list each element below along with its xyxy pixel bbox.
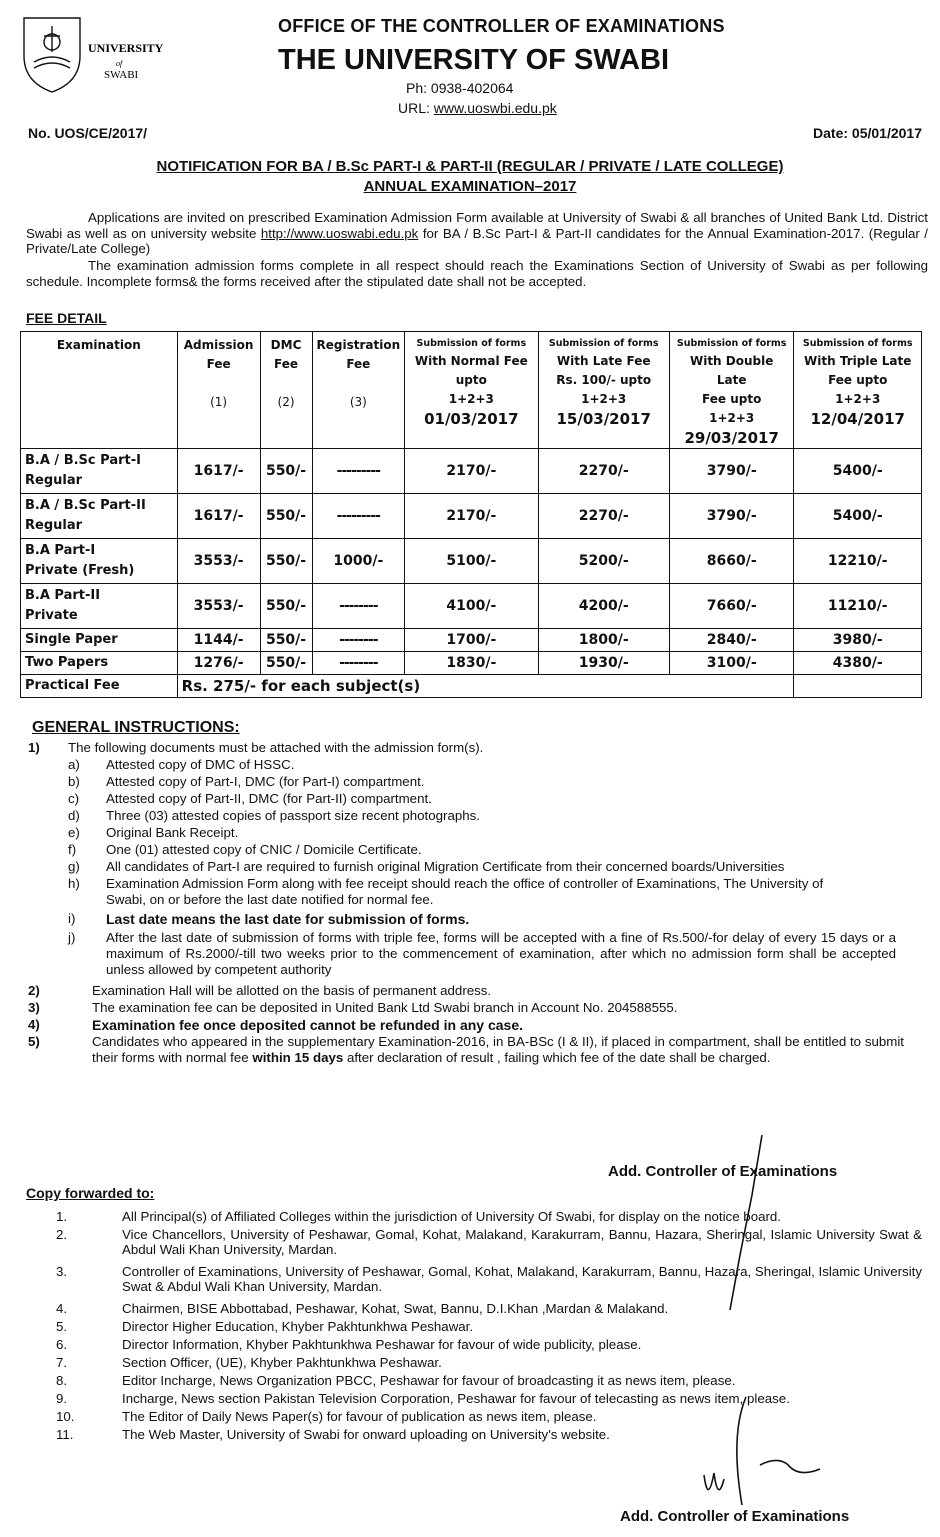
empty-cell bbox=[794, 675, 922, 698]
registration-fee-cell: --------- bbox=[312, 449, 405, 494]
col-header-admission: Admission Fee (1) bbox=[177, 332, 260, 449]
admission-fee-cell: 1617/- bbox=[177, 494, 260, 539]
sub-item: Three (03) attested copies of passport size recent photographs. bbox=[106, 808, 481, 823]
instruction-item bbox=[92, 1034, 904, 1066]
copy-item: Editor Incharge, News Organization PBCC, Peshawar for favour of broadcasting it as news item, please. bbox=[122, 1373, 736, 1388]
table-row bbox=[21, 652, 922, 675]
copy-number: 5. bbox=[56, 1319, 68, 1334]
registration-fee-cell: 1000/- bbox=[312, 539, 405, 584]
triple-late-fee-cell: 5400/- bbox=[794, 494, 922, 539]
col-header-registration: Registration Fee (3) bbox=[312, 332, 405, 449]
sub-item: Original Bank Receipt. bbox=[106, 825, 239, 840]
sub-item-key: f) bbox=[68, 842, 77, 857]
double-late-fee-cell: 3100/- bbox=[669, 652, 794, 675]
university-title: THE UNIVERSITY OF SWABI bbox=[278, 44, 670, 76]
url-link[interactable]: www.uoswbi.edu.pk bbox=[433, 100, 557, 116]
intro-paragraph bbox=[26, 210, 928, 257]
registration-fee-cell: -------- bbox=[312, 652, 405, 675]
double-late-fee-cell: 2840/- bbox=[669, 629, 794, 652]
late-fee-cell: 5200/- bbox=[538, 539, 669, 584]
general-instructions-heading: GENERAL INSTRUCTIONS: bbox=[32, 719, 240, 736]
sub-item-key: j) bbox=[68, 930, 76, 945]
signatory-title-bottom: Add. Controller of Examinations bbox=[620, 1508, 850, 1525]
practical-fee-row bbox=[21, 675, 922, 698]
table-row bbox=[21, 539, 922, 584]
admission-fee-cell: 1276/- bbox=[177, 652, 260, 675]
dmc-fee-cell: 550/- bbox=[260, 494, 312, 539]
instruction-number: 3) bbox=[28, 1000, 40, 1015]
sub-item: One (01) attested copy of CNIC / Domicile Certificate. bbox=[106, 842, 422, 857]
col-header-double-late-fee: Submission of forms With Double Late Fee upto 1+2+3 29/03/2017 bbox=[669, 332, 794, 449]
normal-fee-cell: 5100/- bbox=[405, 539, 538, 584]
double-late-fee-cell: 7660/- bbox=[669, 584, 794, 629]
notification-title: NOTIFICATION FOR BA / B.Sc PART-I & PART-II (REGULAR / PRIVATE / LATE COLLEGE) bbox=[156, 158, 784, 175]
col-header-normal-fee: Submission of forms With Normal Fee upto 1+2+3 01/03/2017 bbox=[405, 332, 538, 449]
normal-fee-cell: 2170/- bbox=[405, 449, 538, 494]
sub-item: Last date means the last date for submission of forms. bbox=[106, 911, 470, 927]
copy-item: The Web Master, University of Swabi for onward uploading on University's website. bbox=[122, 1427, 610, 1442]
admission-fee-cell: 1144/- bbox=[177, 629, 260, 652]
reference-number: No. UOS/CE/2017/ bbox=[28, 125, 148, 141]
normal-fee-cell: 1700/- bbox=[405, 629, 538, 652]
dmc-fee-cell: 550/- bbox=[260, 629, 312, 652]
university-logo bbox=[20, 12, 170, 94]
exam-cell: Two Papers bbox=[21, 652, 178, 675]
exam-cell: B.A Part-II Private bbox=[21, 584, 178, 629]
late-fee-cell: 4200/- bbox=[538, 584, 669, 629]
triple-late-fee-cell: 3980/- bbox=[794, 629, 922, 652]
sub-item-key: d) bbox=[68, 808, 80, 823]
late-fee-cell: 1930/- bbox=[538, 652, 669, 675]
col-header-triple-late-fee: Submission of forms With Triple Late Fee upto 1+2+3 12/04/2017 bbox=[794, 332, 922, 449]
admission-fee-cell: 3553/- bbox=[177, 539, 260, 584]
sub-item-key: h) bbox=[68, 876, 80, 891]
sub-item-key: e) bbox=[68, 825, 80, 840]
copy-number: 8. bbox=[56, 1373, 68, 1388]
url-label: URL: bbox=[398, 100, 434, 116]
copy-number: 7. bbox=[56, 1355, 68, 1370]
normal-fee-cell: 1830/- bbox=[405, 652, 538, 675]
sub-item-key: c) bbox=[68, 791, 80, 806]
office-title: OFFICE OF THE CONTROLLER OF EXAMINATIONS bbox=[278, 16, 725, 36]
double-late-fee-cell: 3790/- bbox=[669, 494, 794, 539]
exam-cell: B.A / B.Sc Part-II Regular bbox=[21, 494, 178, 539]
instruction-number: 5) bbox=[28, 1034, 40, 1049]
instruction-item: Examination Hall will be allotted on the basis of permanent address. bbox=[92, 983, 492, 998]
sub-item: Attested copy of Part-I, DMC (for Part-I) compartment. bbox=[106, 774, 425, 789]
notification-subtitle: ANNUAL EXAMINATION–2017 bbox=[363, 178, 577, 195]
registration-fee-cell: -------- bbox=[312, 584, 405, 629]
exam-cell: B.A / B.Sc Part-I Regular bbox=[21, 449, 178, 494]
copy-number: 11. bbox=[56, 1427, 74, 1442]
intro-text-a: Applications are invited on prescribed Examination Admission Form available at University of Swabi & all branches of United Bank Ltd. District Swabi as well as on university website bbox=[26, 210, 928, 241]
copy-item: The Editor of Daily News Paper(s) for favour of publication as news item, please. bbox=[122, 1409, 597, 1424]
instruction-item: The examination fee can be deposited in United Bank Ltd Swabi branch in Account No. 204588555. bbox=[92, 1000, 678, 1015]
logo-text-2: of bbox=[116, 59, 123, 68]
double-late-fee-cell: 3790/- bbox=[669, 449, 794, 494]
copy-number: 2. bbox=[56, 1227, 68, 1242]
sub-item: Examination Admission Form along with fee receipt should reach the office of controller of Examinations, The University of Swabi, on or before the last date notified for normal fee. bbox=[106, 876, 824, 907]
copy-number: 4. bbox=[56, 1301, 68, 1316]
copy-number: 3. bbox=[56, 1264, 68, 1279]
instructions-list bbox=[0, 740, 940, 1120]
late-fee-cell: 2270/- bbox=[538, 449, 669, 494]
signature-stroke-2 bbox=[690, 1395, 860, 1515]
notice-date: Date: 05/01/2017 bbox=[813, 125, 922, 141]
logo-text-3: SWABI bbox=[104, 69, 139, 81]
copy-item: Vice Chancellors, University of Peshawar, Gomal, Kohat, Malakand, Karakurram, Bannu, Hazara, Sheringal, Islamic University Swat & Abdul Wali Khan University, Mardan. bbox=[122, 1227, 922, 1257]
instruction-number: 2) bbox=[28, 983, 40, 998]
table-row bbox=[21, 449, 922, 494]
triple-late-fee-cell: 11210/- bbox=[794, 584, 922, 629]
copy-item: Director Higher Education, Khyber Pakhtunkhwa Peshawar. bbox=[122, 1319, 474, 1334]
col-header-late-fee: Submission of forms With Late Fee Rs. 100/- upto 1+2+3 15/03/2017 bbox=[538, 332, 669, 449]
triple-late-fee-cell: 12210/- bbox=[794, 539, 922, 584]
normal-fee-cell: 2170/- bbox=[405, 494, 538, 539]
fee-table-header-row bbox=[21, 332, 922, 449]
col-header-dmc: DMC Fee (2) bbox=[260, 332, 312, 449]
practical-fee-cell: Rs. 275/- for each subject(s) bbox=[177, 675, 794, 698]
exam-cell: Single Paper bbox=[21, 629, 178, 652]
copy-item: Incharge, News section Pakistan Television Corporation, Peshawar for favour of telecasting as news item, please. bbox=[122, 1391, 790, 1406]
fee-detail-heading: FEE DETAIL bbox=[26, 310, 107, 326]
sub-item-key: g) bbox=[68, 859, 80, 874]
double-late-fee-cell: 8660/- bbox=[669, 539, 794, 584]
intro-text-b: for BA / B.Sc Part-I & Part-II candidates for the Annual Examination-2017. (Regular / Private/Late College) bbox=[26, 225, 928, 256]
dmc-fee-cell: 550/- bbox=[260, 449, 312, 494]
instruction-text-a: Candidates who appeared in the supplementary Examination-2016, in BA-BSc (I & II), if placed in compartment, shall be entitled to submit their forms with normal fee bbox=[92, 1034, 904, 1065]
late-fee-cell: 2270/- bbox=[538, 494, 669, 539]
sub-item: All candidates of Part-I are required to furnish original Migration Certificate from their concerned boards/Universities bbox=[106, 859, 785, 874]
schedule-paragraph: The examination admission forms complete in all respect should reach the Examinations Section of University of Swabi as per following schedule. Incomplete forms& the forms received after the stipulated date shall not be accepted. bbox=[26, 258, 928, 289]
instruction-number: 1) bbox=[28, 740, 40, 755]
instruction-item: Examination fee once deposited cannot be refunded in any case. bbox=[92, 1017, 523, 1033]
sub-item: Attested copy of Part-II, DMC (for Part-II) compartment. bbox=[106, 791, 432, 806]
copy-item: Director Information, Khyber Pakhtunkhwa Peshawar for favour of wide publicity, please. bbox=[122, 1337, 642, 1352]
sub-item-key: a) bbox=[68, 757, 80, 772]
triple-late-fee-cell: 4380/- bbox=[794, 652, 922, 675]
sub-item: After the last date of submission of forms with triple fee, forms will be accepted with a fine of Rs.500/-for delay of every 15 days or a maximum of Rs.2000/-till two weeks prior to the commencement of examination, after which no admission form shall be accepted unless allowed by competent authority bbox=[106, 930, 896, 977]
copy-number: 9. bbox=[56, 1391, 68, 1406]
col-header-examination: Examination bbox=[21, 332, 178, 449]
sub-item-key: b) bbox=[68, 774, 80, 789]
copy-item: Section Officer, (UE), Khyber Pakhtunkhwa Peshawar. bbox=[122, 1355, 442, 1370]
table-row bbox=[21, 494, 922, 539]
instruction-text-c: after declaration of result , failing which fee of the date shall be charged. bbox=[343, 1050, 771, 1065]
admission-fee-cell: 1617/- bbox=[177, 449, 260, 494]
dmc-fee-cell: 550/- bbox=[260, 584, 312, 629]
instruction-number: 4) bbox=[28, 1017, 40, 1032]
website-url bbox=[398, 100, 557, 116]
copy-item: Chairmen, BISE Abbottabad, Peshawar, Kohat, Swat, Bannu, D.I.Khan ,Mardan & Malakand. bbox=[122, 1301, 669, 1316]
dmc-fee-cell: 550/- bbox=[260, 652, 312, 675]
copy-item: All Principal(s) of Affiliated Colleges within the jurisdiction of University Of Swabi, for display on the notice board. bbox=[122, 1209, 782, 1224]
registration-fee-cell: --------- bbox=[312, 494, 405, 539]
copy-number: 1. bbox=[56, 1209, 68, 1224]
instruction-text-bold: within 15 days bbox=[252, 1050, 344, 1065]
exam-cell: B.A Part-I Private (Fresh) bbox=[21, 539, 178, 584]
exam-cell: Practical Fee bbox=[21, 675, 178, 698]
table-row bbox=[21, 629, 922, 652]
sub-item-key: i) bbox=[68, 911, 76, 926]
copy-number: 10. bbox=[56, 1409, 75, 1424]
copy-number: 6. bbox=[56, 1337, 68, 1352]
copy-forwarded-heading: Copy forwarded to: bbox=[26, 1185, 155, 1201]
late-fee-cell: 1800/- bbox=[538, 629, 669, 652]
table-row bbox=[21, 584, 922, 629]
registration-fee-cell: -------- bbox=[312, 629, 405, 652]
phone-number: Ph: 0938-402064 bbox=[406, 80, 514, 96]
dmc-fee-cell: 550/- bbox=[260, 539, 312, 584]
signatory-title: Add. Controller of Examinations bbox=[608, 1163, 838, 1180]
admission-fee-cell: 3553/- bbox=[177, 584, 260, 629]
logo-text-1: UNIVERSITY bbox=[88, 41, 164, 55]
instruction-item: The following documents must be attached with the admission form(s). bbox=[68, 740, 484, 755]
fee-table bbox=[20, 331, 922, 698]
copy-item: Controller of Examinations, University of Peshawar, Gomal, Kohat, Malakand, Karakurram, Bannu, Hazara, Sheringal, Islamic University Swat & Abdul Wali Khan University, Mardan. bbox=[122, 1264, 922, 1294]
sub-item: Attested copy of DMC of HSSC. bbox=[106, 757, 295, 772]
normal-fee-cell: 4100/- bbox=[405, 584, 538, 629]
triple-late-fee-cell: 5400/- bbox=[794, 449, 922, 494]
website-link[interactable]: http://www.uoswabi.edu.pk bbox=[260, 225, 419, 241]
